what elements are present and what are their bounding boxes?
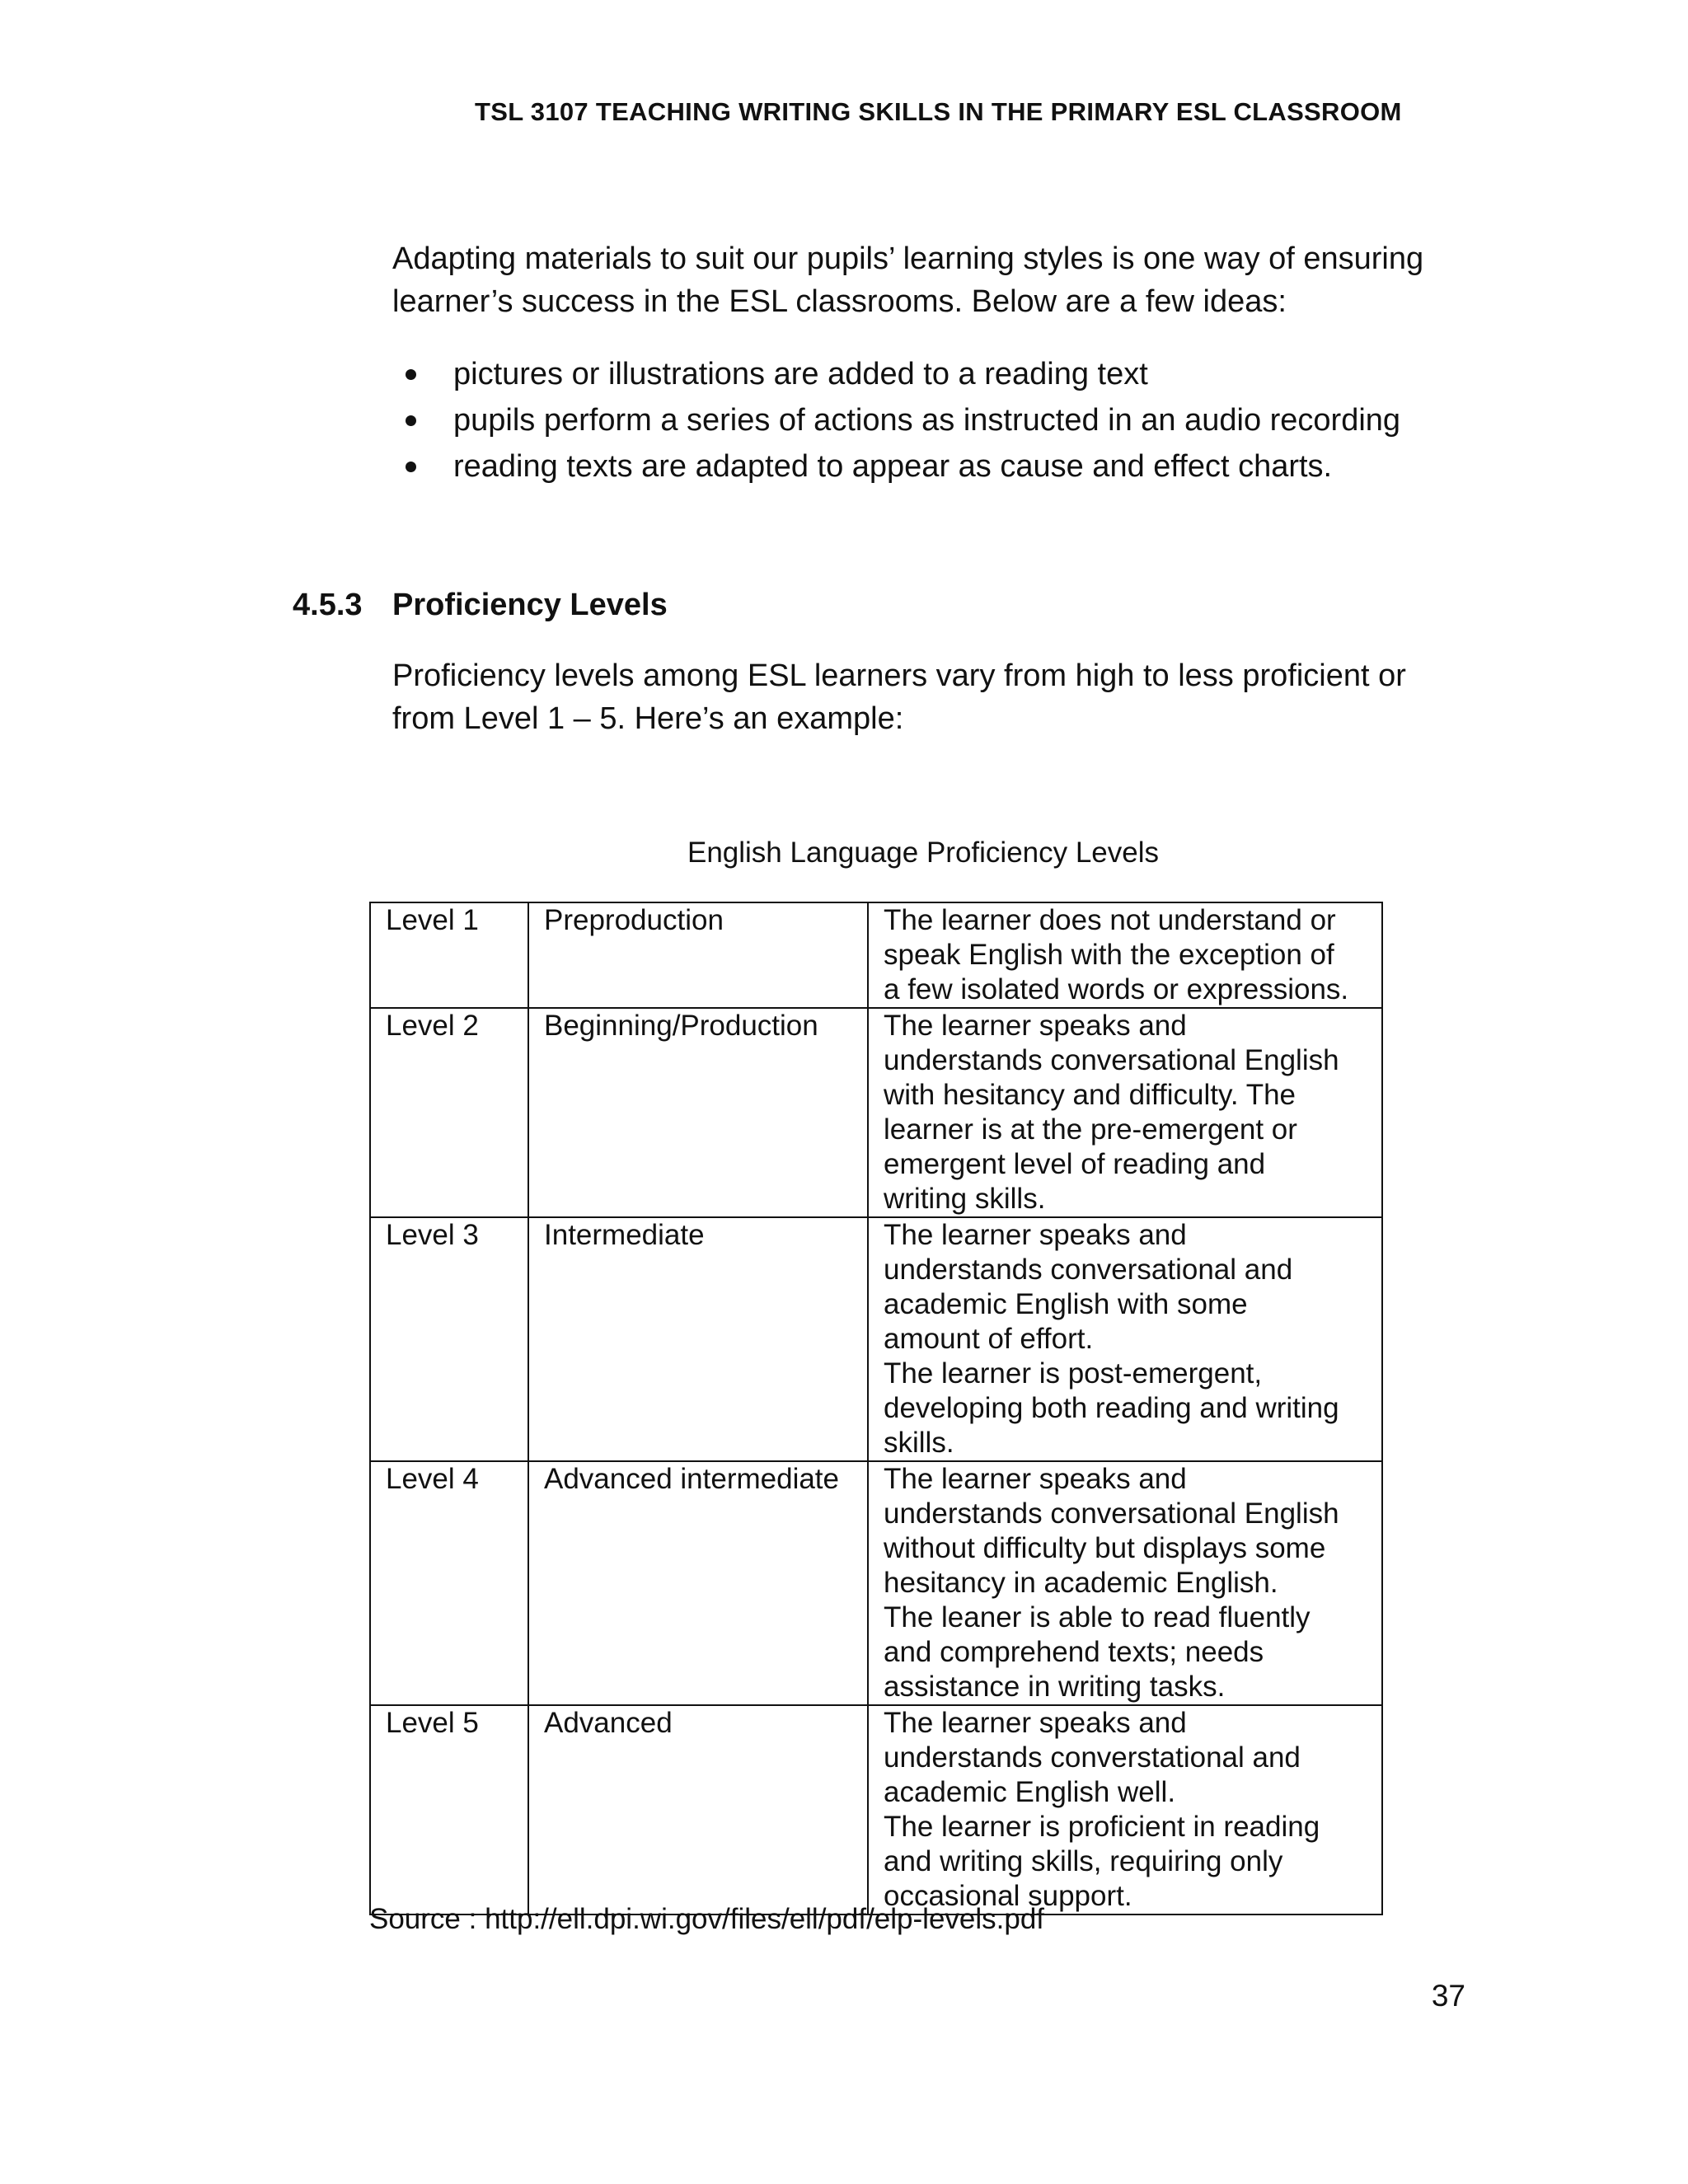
list-item [392,397,1497,443]
table-row [370,1461,1382,1705]
level-cell: Level 3 [370,1217,528,1461]
description-line: The learner speaks and [884,1219,1187,1251]
description-line: speak English with the exception of [884,939,1334,971]
description-line: without difficulty but displays some [884,1532,1326,1564]
description-line: a few isolated words or expressions. [884,973,1349,1005]
description-line: understands conversational and [884,1254,1293,1286]
level-cell: Level 5 [370,1705,528,1915]
section-title: Proficiency Levels [392,588,668,622]
bullet-icon [406,369,416,380]
list-item [392,443,1497,490]
description-line: academic English well. [884,1776,1176,1808]
section-paragraph [392,654,1497,740]
stage-cell: Preproduction [528,902,868,1008]
intro-line: learner’s success in the ESL classrooms. Below are a few ideas: [392,284,1287,319]
description-line: emergent level of reading and [884,1148,1266,1180]
bullet-icon [406,462,416,472]
description-line: The learner is post-emergent, [884,1357,1263,1390]
description-cell [868,1705,1382,1915]
description-line: writing skills. [884,1183,1046,1215]
stage-cell: Intermediate [528,1217,868,1461]
section-number: 4.5.3 [293,588,363,622]
intro-paragraph [392,237,1497,323]
description-line: The learner is proficient in reading [884,1811,1320,1843]
list-item-text: pupils perform a series of actions as instructed in an audio recording [453,403,1401,438]
description-line: academic English with some [884,1288,1248,1320]
intro-line: Adapting materials to suit our pupils’ learning styles is one way of ensuring [392,241,1424,276]
level-cell: Level 1 [370,902,528,1008]
description-line: The learner does not understand or [884,904,1336,936]
running-header: TSL 3107 TEACHING WRITING SKILLS IN THE PRIMARY ESL CLASSROOM [475,97,1402,126]
description-line: The leaner is able to read fluently [884,1601,1311,1633]
bullet-icon [406,415,416,426]
list-item-text: pictures or illustrations are added to a reading text [453,357,1148,391]
description-line: skills. [884,1427,954,1459]
table-row [370,902,1382,1008]
description-line: developing both reading and writing [884,1392,1339,1424]
proficiency-table [369,902,1383,1915]
description-line: and comprehend texts; needs [884,1636,1264,1668]
list-item [392,351,1497,397]
table-row [370,1705,1382,1915]
stage-cell: Advanced intermediate [528,1461,868,1705]
description-line: The learner speaks and [884,1463,1187,1495]
list-item-text: reading texts are adapted to appear as cause and effect charts. [453,449,1333,484]
description-line: learner is at the pre-emergent or [884,1113,1297,1146]
stage-cell: Beginning/Production [528,1008,868,1217]
description-line: understands converstational and [884,1741,1301,1774]
ideas-list [392,351,1497,490]
description-line: understands conversational English [884,1044,1339,1076]
description-line: assistance in writing tasks. [884,1671,1226,1703]
section-line: from Level 1 – 5. Here’s an example: [392,701,904,736]
table-row [370,1008,1382,1217]
table-row [370,1217,1382,1461]
description-cell [868,902,1382,1008]
description-cell [868,1008,1382,1217]
description-line: hesitancy in academic English. [884,1567,1278,1599]
level-cell: Level 4 [370,1461,528,1705]
description-cell [868,1461,1382,1705]
table-caption: English Language Proficiency Levels [687,837,1160,869]
description-line: with hesitancy and difficulty. The [884,1079,1296,1111]
source-citation: Source : http://ell.dpi.wi.gov/files/ell/pdf/elp-levels.pdf [369,1903,1045,1935]
description-line: occasional support. [884,1880,1132,1912]
page-number: 37 [1431,1979,1465,2013]
description-cell [868,1217,1382,1461]
description-line: amount of effort. [884,1323,1094,1355]
description-line: The learner speaks and [884,1707,1187,1739]
description-line: and writing skills, requiring only [884,1845,1283,1877]
stage-cell: Advanced [528,1705,868,1915]
description-line: understands conversational English [884,1497,1339,1530]
description-line: The learner speaks and [884,1010,1187,1042]
section-line: Proficiency levels among ESL learners vary from high to less proficient or [392,658,1406,693]
level-cell: Level 2 [370,1008,528,1217]
